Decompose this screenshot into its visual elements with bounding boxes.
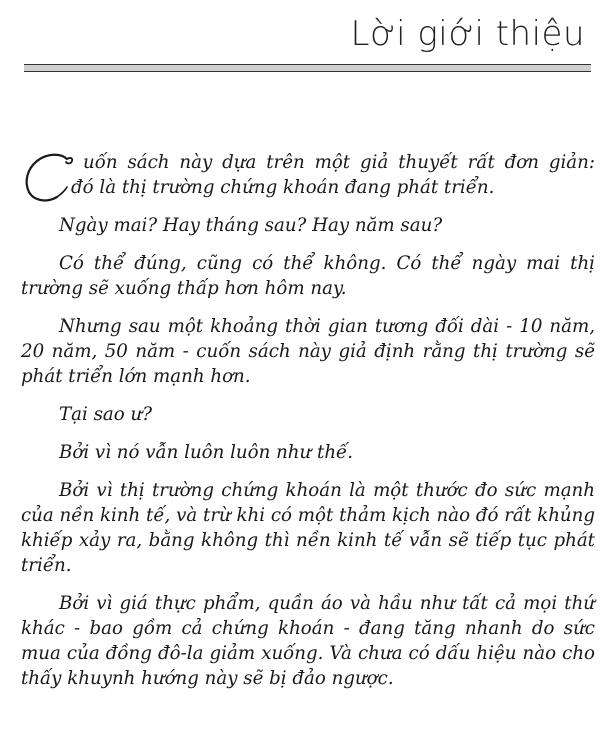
paragraph: Bởi vì giá thực phẩm, quần áo và hầu như tất cả mọi thứ khác - bao gồm cả chứng khoán - đang tăng nhanh do sức mua của đồng đô-la giảm xuống. Và chưa có dấu hiệu nào cho thấy khuynh hướng này sẽ bị đảo ngược.	[21, 593, 595, 689]
paragraph: Có thể đúng, cũng có thể không. Có thể ngày mai thị trường sẽ xuống thấp hơn hôm nay.	[21, 253, 595, 299]
title-divider	[24, 64, 591, 72]
paragraph: Nhưng sau một khoảng thời gian tương đối dài - 10 năm, 20 năm, 50 năm - cuốn sách này giả định rằng thị trường sẽ phát triển lớn mạnh hơn.	[21, 316, 595, 387]
paragraph: Bởi vì thị trường chứng khoán là một thước đo sức mạnh của nền kinh tế, và trừ khi có một thảm kịch nào đó rất khủng khiếp xảy ra, bằng không thì nền kinh tế vẫn sẽ tiếp tục phát triển.	[21, 480, 595, 576]
first-paragraph-line1: uốn sách này dựa trên một giả thuyết rất đơn giản:	[83, 152, 595, 173]
paragraph: Tại sao ư?	[59, 404, 152, 425]
paragraph: Bởi vì nó vẫn luôn luôn như thế.	[59, 442, 354, 463]
chapter-title: Lời giới thiệu	[350, 14, 585, 54]
first-paragraph	[21, 150, 595, 200]
dropcap-c-ornament	[21, 150, 83, 206]
body-text	[21, 150, 595, 704]
paragraph: Ngày mai? Hay tháng sau? Hay năm sau?	[59, 215, 443, 236]
first-paragraph-line2: đó là thị trường chứng khoán đang phát triển.	[71, 177, 495, 198]
